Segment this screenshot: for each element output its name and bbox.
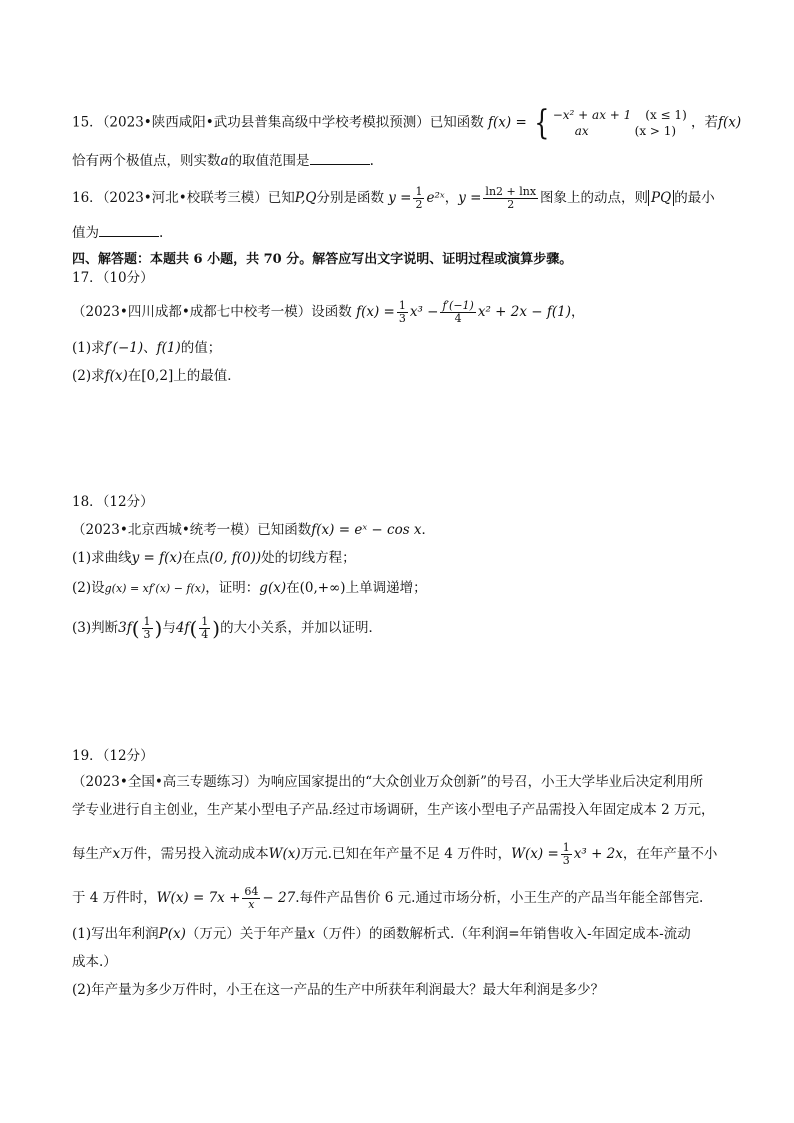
q15-cond2: (x > 1)	[634, 124, 677, 138]
q16-text-d: 的最小	[674, 190, 715, 206]
q18-head: 18．（12分）	[72, 494, 154, 510]
q18-p1-y: y = f(x)	[131, 550, 183, 566]
q19-l4-post: − 27	[262, 890, 296, 906]
q15-func2: f(x)	[718, 114, 742, 131]
q17-p1-c: 的值；	[180, 340, 222, 356]
q16-sep: ，	[444, 190, 459, 206]
q17-n2: f′(−1)	[442, 299, 474, 312]
q17-head: 17．（10分）	[72, 270, 154, 286]
q17-part1	[72, 338, 734, 358]
q19-line3	[72, 842, 734, 867]
q18-source: （2023•北京西城•统考一模）已知函数	[72, 522, 312, 538]
q16-y1-frac	[413, 186, 424, 211]
q18-paren-r1: )	[154, 616, 163, 641]
left-brace-icon: {	[534, 103, 550, 143]
q18-p2-d: 上单调递增；	[345, 580, 427, 596]
q18-p3-b: 与	[162, 620, 176, 636]
q18-p3-frac1	[142, 616, 153, 641]
q17-p2-c: 上的最值．	[173, 368, 241, 384]
q18-p3-d2: 4	[201, 628, 209, 641]
q19-part1-line1	[72, 924, 734, 944]
q17-p1-f2: f(1)	[156, 340, 181, 356]
q18-p2-c: 在	[286, 580, 300, 596]
q17-p2-b: 在	[127, 368, 142, 384]
q18-paren-l1: (	[131, 616, 140, 641]
q15-number: 15．	[72, 114, 103, 131]
q19-part2: (2)年产量为多少万件时，小王在这一产品的生产中所获年利润最大？最大年利润是多少？	[72, 982, 605, 998]
section-heading: 四、解答题：本题共 6 小题，共 70 分。解答应写出文字说明、证明过程或演算步骤。	[72, 252, 573, 267]
q16-y1-pre: y =	[388, 190, 412, 206]
q19-l3-d: 3	[562, 854, 570, 867]
q15-line2-end: 的取值范围是	[228, 153, 310, 169]
q18-part1	[72, 548, 734, 568]
q15-line2	[72, 150, 734, 171]
q18-p2-int: (0,+∞)	[299, 580, 346, 596]
q17-frac1	[397, 300, 408, 325]
q16-text-b: 分别是函数	[316, 190, 384, 206]
q15-case1: −x² + ax + 1	[552, 108, 632, 122]
q15-line2-text: 恰有两个极值点，则实数	[72, 153, 221, 169]
q19-l3-w: W(x)	[268, 846, 301, 862]
q19-l3-a: 每生产	[72, 846, 113, 862]
q18-p3-a: (3)判断	[72, 620, 119, 636]
q18-p2-b: ，证明：	[205, 580, 260, 596]
q16-line2	[72, 222, 734, 243]
q19-p1-p: P(x)	[158, 926, 186, 942]
q19-l4-n: 64	[244, 885, 259, 898]
q15-var-a: a	[220, 153, 229, 169]
q19-part1-line2: 成本.）	[72, 954, 117, 970]
q17-comma: ，	[571, 304, 585, 320]
q19-line2: 学专业进行自主创业，生产某小型电子产品.经过市场调研，生产该小型电子产品需投入年固定成本 2 万元，	[72, 802, 715, 818]
q17-p2-f: f(x)	[104, 368, 128, 384]
q17-part2	[72, 366, 734, 386]
q18-p1-b: 在点	[182, 550, 210, 566]
q16-line2-text: 值为	[72, 225, 99, 241]
q17-source: （2023•四川成都•成都七中校考一模）设函数	[72, 304, 352, 320]
q17-f-post: x² + 2x − f(1)	[477, 304, 571, 320]
q15-func: f(x)	[488, 114, 512, 131]
q15-period: .	[369, 153, 374, 169]
q16-y2-pre: y =	[458, 190, 482, 206]
q16-text-a: 已知	[267, 190, 295, 206]
q15-line1	[72, 103, 742, 143]
q19-l4-d: x	[248, 898, 255, 911]
q19-l3-w2: W(x) =	[511, 846, 559, 862]
q18-paren-l2: (	[189, 616, 198, 641]
q16-line1	[72, 186, 734, 211]
q16-text-c: 图象上的动点，则	[540, 190, 649, 206]
q17-p1-f1: f′(−1)	[104, 340, 144, 356]
q16-y1-post: e²ˣ	[426, 190, 445, 206]
q18-p3-c1: 3f	[118, 620, 132, 636]
q15-source: （2023•陕西咸阳•武功县普集高级中学校考模拟预测）	[102, 114, 430, 131]
q19-l4-frac	[242, 886, 260, 911]
q15-eq: =	[515, 114, 527, 131]
q19-l3-post: x³ + 2x	[573, 846, 623, 862]
q19-line4	[72, 886, 734, 911]
q17-p2-int: [0,2]	[141, 368, 174, 384]
q16-y1-den: 2	[415, 198, 423, 211]
q19-l3-end: ，在年产量不小	[622, 846, 718, 862]
q17-stem	[72, 300, 734, 325]
q18-paren-r2: )	[212, 616, 221, 641]
q18-p3-frac2	[199, 616, 210, 641]
q16-answer-blank	[99, 222, 159, 237]
q19-p1-a: (1)写出年利润	[72, 926, 159, 942]
q18-p2-a: (2)设	[72, 580, 105, 596]
q19-l4-a: 于 4 万件时，	[72, 890, 157, 906]
q18-p3-c: 的大小关系，并加以证明．	[220, 620, 383, 636]
q19-l3-n: 1	[562, 841, 570, 854]
q18-p3-n2: 1	[201, 615, 209, 628]
q18-part3	[72, 616, 734, 641]
q15-text: 已知函数	[429, 114, 484, 131]
q18-stem	[72, 520, 734, 540]
q18-p2-g2: g(x)	[259, 580, 287, 596]
q15-case2: ax	[574, 124, 589, 138]
q17-f-mid: x³ −	[409, 304, 439, 320]
q16-y2-num: ln2 + lnx	[485, 185, 537, 198]
q17-p1-b: 、	[143, 340, 157, 356]
q18-period: ．	[421, 522, 436, 538]
q19-p1-b: （万元）关于年产量	[185, 926, 308, 942]
q19-l3-c: 万元.已知在年产量不足 4 万件时，	[300, 846, 512, 862]
q16-y2-frac	[483, 186, 538, 211]
q19-l3-frac	[561, 842, 572, 867]
q16-number: 16．	[72, 190, 103, 206]
q19-l4-b: .每件产品售价 6 元.通过市场分析，小王生产的产品当年能全部售完.	[295, 890, 704, 906]
q19-l3-b: 万件，需另投入流动成本	[120, 846, 269, 862]
q18-p1-pt: (0, f(0))	[209, 550, 262, 566]
q17-d2: 4	[454, 312, 462, 325]
q18-p1-a: (1)求曲线	[72, 550, 132, 566]
q15-piecewise	[531, 103, 687, 143]
q16-pq: P,Q	[294, 190, 317, 206]
q15-text-b: ，若	[691, 114, 719, 131]
q17-d1: 3	[398, 312, 406, 325]
q17-p2-a: (2)求	[72, 368, 105, 384]
q17-frac2	[440, 300, 475, 325]
q18-p2-g: g(x) = xf′(x) − f(x)	[104, 582, 206, 595]
q19-line1: （2023•全国•高三专题练习）为响应国家提出的“大众创业万众创新”的号召，小王大学毕业后决定利用所	[72, 774, 704, 790]
q16-source: （2023•河北•校联考三模）	[102, 190, 268, 206]
q18-part2	[72, 578, 734, 599]
q15-answer-blank	[310, 150, 370, 165]
q18-func: f(x) = eˣ − cos x	[311, 522, 422, 538]
q16-period: .	[159, 225, 164, 241]
q19-p1-c: （万件）的函数解析式.（年利润=年销售收入-年固定成本-流动	[314, 926, 691, 942]
q18-p1-c: 处的切线方程；	[261, 550, 356, 566]
q19-l4-w: W(x) = 7x +	[156, 890, 241, 906]
q18-p3-c2: 4f	[175, 620, 190, 636]
q17-n1: 1	[398, 299, 406, 312]
q17-f-pre: f(x) =	[356, 304, 395, 320]
q15-cond1: (x ≤ 1)	[645, 108, 687, 122]
q16-pq-abs: PQ	[648, 190, 674, 206]
q19-l3-x: x	[112, 846, 121, 862]
q19-p1-x: x	[307, 926, 315, 942]
q17-p1-a: (1)求	[72, 340, 105, 356]
q18-p3-n1: 1	[143, 615, 151, 628]
q19-head: 19．（12分）	[72, 748, 154, 764]
q18-p3-d1: 3	[143, 628, 151, 641]
q16-y1-num: 1	[415, 185, 423, 198]
q16-y2-den: 2	[507, 198, 515, 211]
